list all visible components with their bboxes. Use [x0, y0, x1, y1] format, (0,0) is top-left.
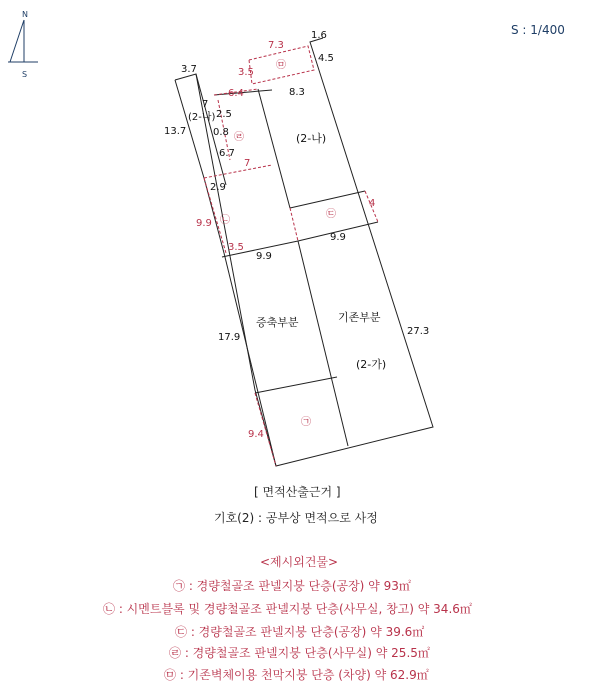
dim-9-9-mid: 9.9	[330, 232, 346, 243]
parcel-outline	[175, 38, 433, 466]
legend-item-ra: ㉣ : 경량철골조 판넬지붕 단층(사무실) 약 25.5㎡	[169, 646, 430, 660]
area-basis-heading: [ 면적산출근거 ]	[254, 485, 341, 499]
area-basis-note: 기호(2) : 공부상 면적으로 사정	[214, 511, 378, 525]
dim-3-7: 3.7	[181, 64, 197, 75]
legend-item-da: ㉢ : 경량철골조 판넬지붕 단층(공장) 약 39.6㎡	[175, 625, 425, 639]
symbol-da: ㉢	[326, 209, 336, 220]
dim-9-9-red: 9.9	[196, 218, 212, 229]
dim-7: 7	[202, 99, 209, 110]
dim-6-4: 6.4	[228, 88, 244, 99]
legend-item-ma: ㉤ : 기존벽체이용 천막지붕 단층 (차양) 약 62.9㎡	[164, 668, 429, 682]
dim-4-5: 4.5	[318, 53, 334, 64]
symbol-ma: ㉤	[276, 60, 286, 71]
label-2-na: (2-나)	[296, 132, 327, 145]
dim-9-4: 9.4	[248, 429, 264, 440]
legend-item-na: ㉡ : 시멘트블록 및 경량철골조 판넬지붕 단층(사무실, 창고) 약 34.6㎡	[103, 602, 472, 616]
scale-label: S : 1/400	[511, 23, 565, 37]
label-2-ga: (2-가)	[356, 358, 387, 371]
dim-0-8: 0.8	[213, 127, 229, 138]
dim-3-5-bottom: 3.5	[228, 242, 244, 253]
symbol-ra: ㉣	[234, 132, 244, 143]
compass-south-label: S	[22, 70, 28, 79]
dim-3-5-top: 3.5	[238, 67, 254, 78]
legend-title: <제시외건물>	[260, 555, 339, 569]
dim-17-9: 17.9	[218, 332, 241, 343]
dim-9-9-left: 9.9	[256, 251, 272, 262]
label-existing: 기존부분	[338, 311, 381, 324]
symbol-na: ㉡	[220, 215, 230, 226]
label-2-na-small: (2-나)	[188, 112, 216, 123]
dim-27-3: 27.3	[407, 326, 430, 337]
legend-item-ga: ㉠ : 경량철골조 판넬지붕 단층(공장) 약 93㎡	[173, 579, 411, 593]
dim-2-5: 2.5	[216, 109, 232, 120]
dim-6-7: 6.7	[219, 148, 235, 159]
dim-7-mid: 7	[244, 158, 251, 169]
dim-8-3: 8.3	[289, 87, 305, 98]
dim-13-7: 13.7	[164, 126, 187, 137]
compass-north-label: N	[22, 10, 28, 19]
symbol-ga: ㉠	[301, 417, 311, 428]
label-extension: 증축부분	[256, 316, 299, 329]
north-arrow-icon	[8, 20, 38, 62]
dim-7-3: 7.3	[268, 40, 284, 51]
dim-1-6: 1.6	[311, 30, 327, 41]
dim-4: 4	[369, 198, 376, 209]
dim-2-9: 2.9	[210, 182, 226, 193]
